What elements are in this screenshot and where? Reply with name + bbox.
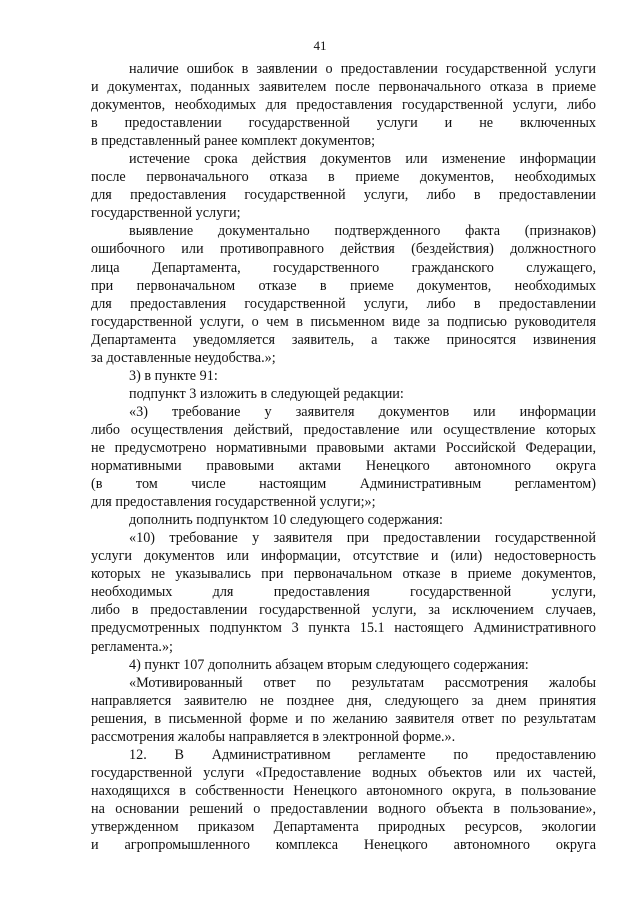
text-line: подпункт 3 изложить в следующей редакции: <box>129 385 404 402</box>
text-line: дополнить подпунктом 10 следующего содержания: <box>129 512 443 529</box>
text-line: для предоставления государственной услуги, либо в предоставлении <box>91 187 596 204</box>
text-line: предусмотренных подпунктом 3 пункта 15.1 настоящего Административного <box>91 620 596 637</box>
text-line: наличие ошибок в заявлении о предоставлении государственной услуги <box>129 61 596 77</box>
text-line: 12. В Административном регламенте по предоставлению <box>129 746 596 763</box>
text-line: решения, в письменной форме и по желанию заявителя ответ по результатам <box>91 710 596 727</box>
text-line: истечение срока действия документов или изменение информации <box>129 151 596 168</box>
text-line: в предоставлении государственной услуги и не включенных <box>91 115 596 132</box>
text-line: не предусмотрено нормативными правовыми актами Российской Федерации, <box>91 439 596 456</box>
text-line: ошибочного или противоправного действия (бездействия) должностного <box>91 241 596 258</box>
text-line: документов, необходимых для предоставления государственной услуги, либо <box>91 97 596 114</box>
text-line: утвержденном приказом Департамента природных ресурсов, экологии <box>91 818 596 835</box>
page-number: 41 <box>313 38 327 53</box>
text-line: услуги документов или информации, отсутствие и (или) недостоверность <box>91 548 596 565</box>
text-line: которых не указывались при первоначальном отказе в приеме документов, <box>91 566 596 583</box>
text-line: необходимых для предоставления государственной услуги, <box>91 584 596 601</box>
text-line: 3) в пункте 91: <box>129 367 218 384</box>
text-line: выявление документально подтвержденного факта (признаков) <box>129 223 596 240</box>
text-line: регламента.»; <box>91 638 173 655</box>
text-line: рассмотрения жалобы направляется в электронной форме.». <box>91 728 456 745</box>
text-line: и документах, поданных заявителем после первоначального отказа в приеме <box>91 79 596 96</box>
text-line: в представленный ранее комплект документов; <box>91 133 376 150</box>
text-line: либо осуществления действий, предоставление или осуществление которых <box>91 421 596 438</box>
text-line: для предоставления государственной услуги, либо в предоставлении <box>91 295 596 312</box>
text-line: государственной услуги, о чем в письменном виде за подписью руководителя <box>91 313 596 330</box>
text-line: 4) пункт 107 дополнить абзацем вторым следующего содержания: <box>129 656 529 673</box>
text-line: государственной услуги «Предоставление водных объектов или их частей, <box>91 764 596 781</box>
text-line: лица Департамента, государственного гражданского служащего, <box>91 259 596 276</box>
text-line: (в том числе настоящим Административным регламентом) <box>91 476 596 493</box>
text-line: «3) требование у заявителя документов или информации <box>129 403 596 420</box>
text-line: и агропромышленного комплекса Ненецкого автономного округа <box>91 837 596 854</box>
text-line: «Мотивированный ответ по результатам рассмотрения жалобы <box>129 674 596 691</box>
text-line: после первоначального отказа в приеме документов, необходимых <box>91 169 596 186</box>
text-line: «10) требование у заявителя при предоставлении государственной <box>129 530 596 547</box>
text-line: государственной услуги; <box>91 205 241 222</box>
text-line: на основании решений о предоставлении водного объекта в пользование», <box>91 800 596 817</box>
text-line: находящихся в собственности Ненецкого автономного округа, в пользование <box>91 782 596 799</box>
text-line: либо в предоставлении государственной услуги, за исключением случаев, <box>91 602 596 619</box>
text-line: для предоставления государственной услуги;»; <box>91 494 376 511</box>
text-line: направляется заявителю не позднее дня, следующего за днем принятия <box>91 692 596 709</box>
text-line: нормативными правовыми актами Ненецкого автономного округа <box>91 458 596 475</box>
body-text <box>91 60 596 854</box>
text-line: Департамента уведомляется заявитель, а также приносятся извинения <box>91 331 596 348</box>
text-line: за доставленные неудобства.»; <box>91 349 276 366</box>
text-line: при первоначальном отказе в приеме документов, необходимых <box>91 277 596 294</box>
